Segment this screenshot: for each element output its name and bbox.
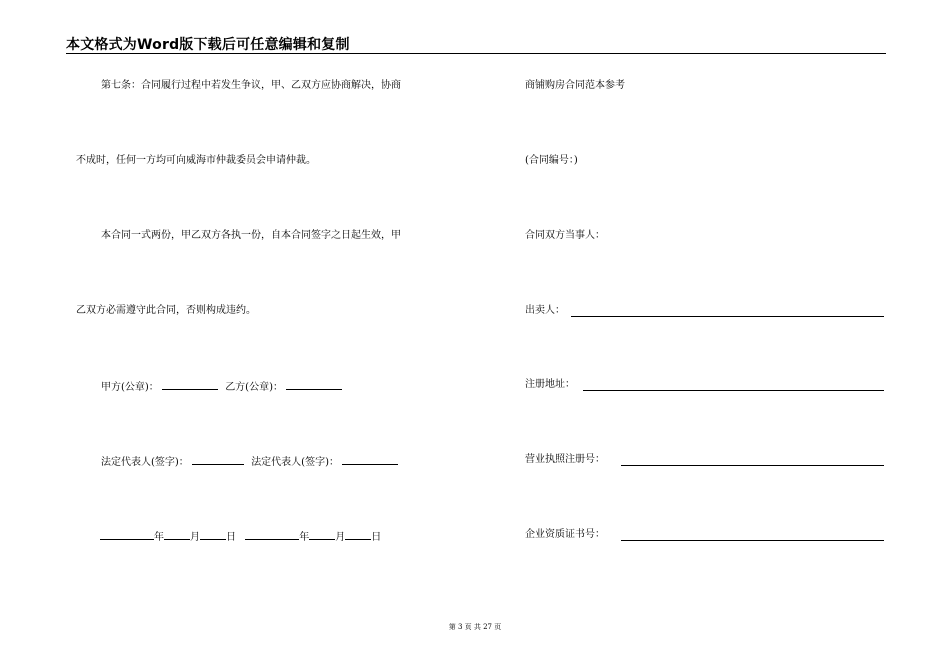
contract-title: 商铺购房合同范本参考 [525,80,625,91]
seller-blank [571,316,884,317]
year-a-blank [100,529,154,540]
copies-clause-line-1: 本合同一式两份，甲乙双方各执一份，自本合同签字之日起生效，甲 [101,230,401,241]
party-b-seal-blank [286,379,342,390]
day-a-blank [200,529,226,540]
qualification-cert-label: 企业资质证书号： [525,529,605,540]
qualification-cert-blank [621,540,884,541]
seller-label: 出卖人： [525,305,565,316]
clause-7-line-1: 第七条：合同履行过程中若发生争议，甲、乙双方应协商解决，协商 [101,80,401,91]
party-b-seal-label: 乙方(公章)： [225,382,283,393]
day-a-label: 日 [226,532,236,543]
business-license-label: 营业执照注册号： [525,454,605,465]
party-a-rep-blank [192,454,244,465]
year-b-blank [245,529,299,540]
year-b-label: 年 [299,532,310,543]
party-a-rep-label: 法定代表人(签字)： [101,457,189,468]
registered-address-blank [583,390,884,391]
day-b-blank [345,529,371,540]
contract-number-label: (合同编号：) [525,155,578,166]
representative-signature-row [101,454,398,469]
party-b-rep-label: 法定代表人(签字)： [251,457,339,468]
month-a-label: 月 [190,532,200,543]
day-b-label: 日 [371,532,382,543]
party-a-seal-label: 甲方(公章)： [101,382,159,393]
seal-signature-row [101,379,342,394]
parties-label: 合同双方当事人： [525,230,605,241]
document-header-title: 本文格式为Word版下载后可任意编辑和复制 [66,37,350,53]
clause-7-line-2: 不成时，任何一方均可向威海市仲裁委员会申请仲裁。 [76,155,316,166]
party-a-seal-blank [162,379,218,390]
year-a-label: 年 [154,532,164,543]
date-row [100,529,381,544]
month-b-label: 月 [335,532,346,543]
page-number-footer: 第 3 页 共 27 页 [448,623,502,631]
header-divider [66,53,886,54]
month-b-blank [309,529,335,540]
month-a-blank [164,529,190,540]
party-b-rep-blank [342,454,398,465]
business-license-blank [621,465,884,466]
registered-address-label: 注册地址： [525,379,575,390]
copies-clause-line-2: 乙双方必需遵守此合同，否则构成违约。 [76,305,256,316]
